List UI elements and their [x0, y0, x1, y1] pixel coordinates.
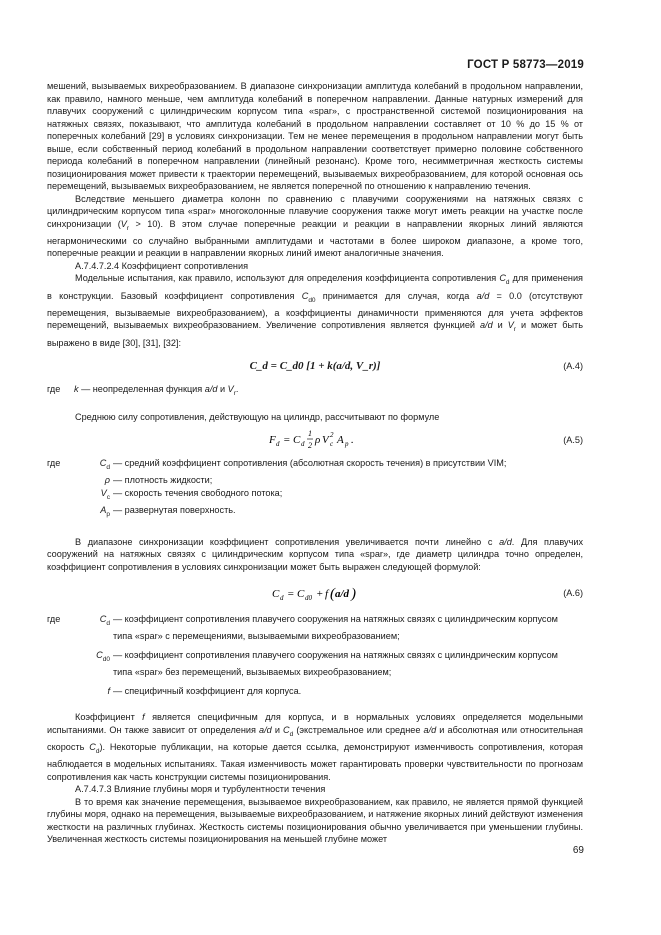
svg-text:a/d: a/d — [335, 588, 350, 601]
svg-text:): ) — [351, 586, 356, 603]
formula-a5-expression — [269, 427, 361, 453]
where-a5: где $C_d$ — средний коэффициент сопротивления (абсолютная скорость течения) в присутствии VIM; ρ — плотность жидкости; $V_c$ — скорость течения свободного потока; $A_p$ — развернутая поверхность. — [47, 458, 507, 519]
svg-text:f: f — [325, 588, 329, 601]
paragraph-model-tests: Модельные испытания, как правило, используют для определения коэффициента сопротивления $C_d$ для применения в конструкции. Базовый коэффициент сопротивления $C_{d0}$ принимается для случая, когда a/d = 0.0 (отсутствуют перемещения, вызываемые вихреобразованием), а коэффициенты динамичности применяются для учета эффектов перемещений, вызываемых вихреобразованием. Увеличение сопротивления является функцией a/d и $V_r$ и может быть выражено в виде [30], [31], [32]: — [47, 273, 583, 348]
svg-text:d0: d0 — [305, 594, 312, 603]
svg-text:A: A — [337, 434, 344, 447]
svg-text:=: = — [287, 588, 295, 601]
formula-a4 — [47, 349, 583, 383]
svg-text:ρ: ρ — [315, 434, 321, 447]
standard-designation: ГОСТ Р 58773—2019 — [467, 59, 584, 71]
svg-text:C: C — [293, 434, 301, 447]
svg-text:d: d — [280, 594, 284, 603]
svg-text:.: . — [351, 434, 354, 447]
paragraph-sea-depth: В то время как значение перемещения, вызываемое вихреобразованием, как правило, не является прямой функцией глубины моря, однако на перемещения, вызываемые вихреобразованием, и натяжение якорных линий действуют изменения жесткости на различных глубинах. Жесткость системы позиционирования обычно увеличивается при уменьшении глубины. Увеличенная жесткость системы позиционирования на меньшей глубине может — [47, 796, 583, 845]
svg-text:d: d — [301, 440, 305, 449]
svg-text:d: d — [276, 440, 280, 449]
svg-text:(: ( — [330, 586, 335, 603]
formula-a4-number: (А.4) — [563, 361, 583, 372]
paragraph-mean-drag-force: Среднюю силу сопротивления, действующую на цилиндр, рассчитывают по формуле — [75, 411, 440, 422]
formula-a4-expression: C_d = C_d0 [1 + k(a/d, V_r)] — [249, 360, 381, 373]
paragraph-vim-amplitude: мешений, вызываемых вихреобразованием. В диапазоне синхронизации амплитуда колебаний в продольном направлении, как правило, намного меньше, чем амплитуда колебаний в поперечном направлении. Данные натурных измерений для плавучих сооружений с цилиндрическим корпусом типа «spar», с пространственной системой позиционирования на натяжных связях, показывают, что амплитуда колебаний в продольном направлении составляет от 10 % до 15 % от поперечных колебаний [29] в условиях синхронизации. Тем не менее перемещения в продольном направлении могут быть выше, если собственный период колебаний в продольном направлении соответствует примерно половине собственного периода колебаний в поперечном направлении (линейный резонанс). Кроме того, несимметричная жесткость системы позиционирования может привести к траектории перемещений, вызываемых вихреобразованием, для которой основная ось перемещений, вызываемых вихреобразованием, не является поперечной по отношению к направлению течения. — [47, 81, 583, 191]
paragraph-lock-in-range: В диапазоне синхронизации коэффициент сопротивления увеличивается почти линейно с a/d. Для плавучих сооружений на натяжных связях с цилиндрическим корпусом типа «spar», где диаметр цилиндра точно определен, коэффициент сопротивления в условиях синхронизации может быть выражен следующей формулой: — [47, 536, 584, 572]
svg-text:+: + — [316, 588, 324, 601]
svg-text:C: C — [297, 588, 305, 601]
svg-text:=: = — [283, 434, 291, 447]
section-heading-drag-coefficient: А.7.4.7.2.4 Коэффициент сопротивления — [75, 260, 249, 271]
formula-a5 — [47, 423, 583, 457]
svg-text:c: c — [330, 440, 334, 449]
svg-text:V: V — [322, 434, 329, 447]
page-number: 69 — [572, 845, 584, 856]
formula-a6-number: (А.6) — [563, 587, 583, 598]
svg-text:p: p — [345, 440, 349, 449]
svg-text:1: 1 — [308, 429, 312, 439]
svg-text:F: F — [269, 434, 276, 447]
section-heading-sea-depth: А.7.4.7.3 Влияние глубины моря и турбулентности течения — [75, 784, 326, 795]
document-body — [47, 80, 583, 846]
where-a6: где $C_d$ — коэффициент сопротивления плавучего сооружения на натяжных связях с цилиндрическим корпусом типа «spar» с перемещениями, вызываемыми вихреобразованием; $C_{d0}$ — коэффициент сопротивления плавучего сооружения на натяжных связях с цилиндрическим корпусом типа «spar» без перемещений, вызываемых вихреобразованием; f — специфичный коэффициент для корпуса. — [47, 614, 558, 696]
formula-a5-number: (А.5) — [563, 434, 583, 445]
formula-a6 — [47, 573, 583, 613]
paragraph-coefficient-f: Коэффициент f является специфичным для корпуса, и в нормальных условиях определяется модельными испытаниями. Он также зависит от определения a/d и $C_d$ (экстремальное или среднее a/d и абсолютная или относительная скорость $C_d$). Некоторые публикации, на которые дается ссылка, демонстрируют изменчивость сопротивления, которая наблюдается в модельных испытаниях. Такая изменчивость может гарантировать проверки чувствительности по прогнозам сопротивления как часть конструкции системы позиционирования. — [47, 712, 584, 782]
paragraph-multicolumn: Вследствие меньшего диаметра колонн по сравнению с плавучими сооружениями на натяжных связях с цилиндрическим корпусом типа «spar» многоколонные плавучие сооружения также могут иметь реакции на участке после синхронизации $(V_r > 10)$. В этом случае поперечные реакции и реакции в направлении якорных линий являются негармоническими со случайно выбранными амплитудами и частотами в более широком диапазоне, а кроме того, поперечные реакции и реакции в направлении якорных линий имеют аналогичные значения. — [47, 193, 583, 259]
svg-text:2: 2 — [308, 441, 312, 451]
svg-text:C: C — [272, 588, 280, 601]
formula-a6-expression — [272, 581, 358, 605]
svg-text:2: 2 — [330, 431, 334, 440]
where-a4: где k — неопределенная функция a/d и $V_r$. — [47, 384, 239, 398]
